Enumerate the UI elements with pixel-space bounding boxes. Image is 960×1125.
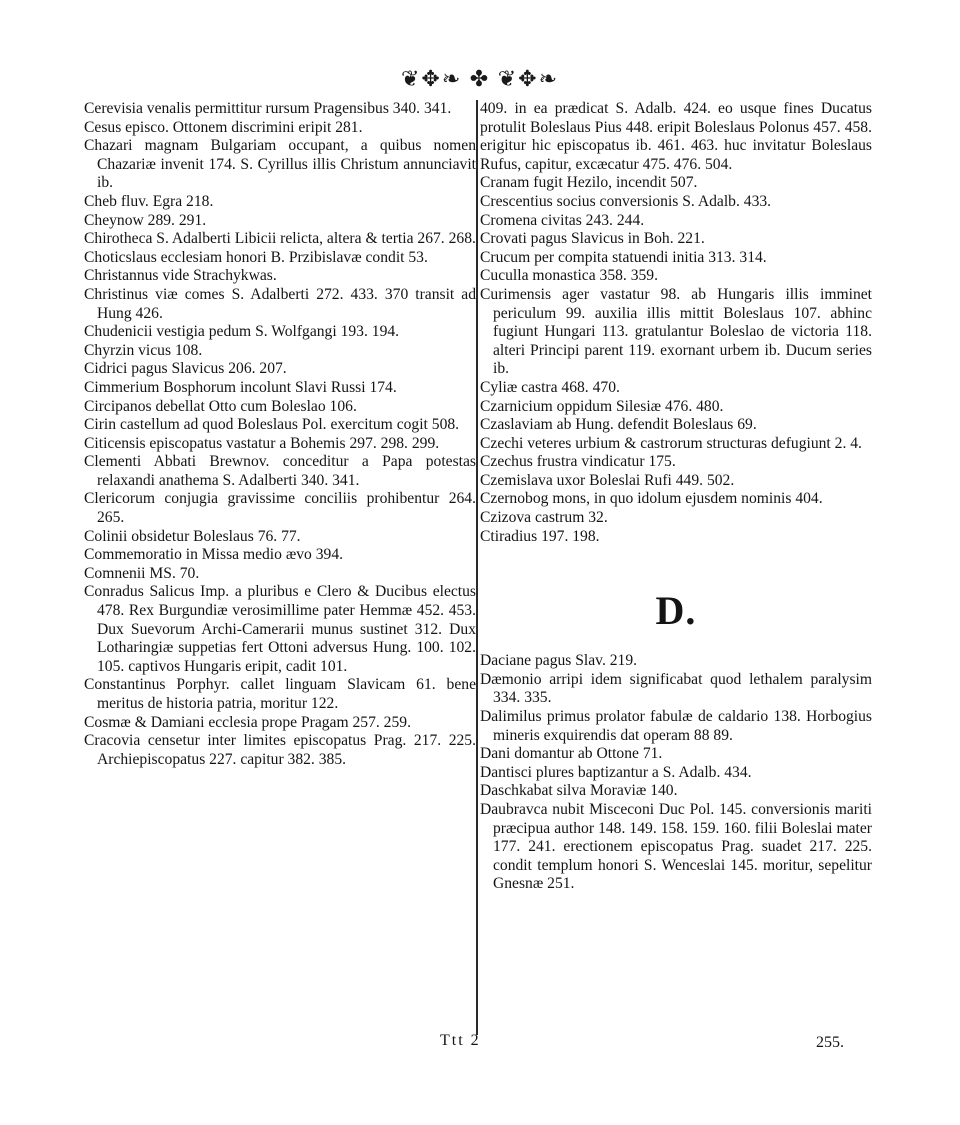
index-entry: Citicensis episcopatus vastatur a Bohemis 297. 298. 299.: [84, 434, 440, 452]
index-entry: Cuculla monastica 358. 359.: [480, 267, 658, 285]
index-entry: Czemislava uxor Boleslai Rufi 449. 502.: [480, 471, 735, 489]
signature-mark: Ttt 2: [440, 1032, 481, 1049]
index-entry: Daschkabat silva Moraviæ 140.: [480, 782, 678, 800]
index-entry: Czernobog mons, in quo idolum ejusdem nominis 404.: [480, 490, 823, 508]
left-column: [84, 100, 476, 769]
index-entry: Czizova castrum 32.: [480, 509, 608, 527]
index-entry: Colinii obsidetur Boleslaus 76. 77.: [84, 527, 301, 545]
index-entry: Crucum per compita statuendi initia 313. 314.: [480, 248, 767, 266]
index-entry: Cracovia censetur inter limites episcopatus Prag. 217. 225. Archiepiscopatus 227. capitur 382. 385.: [84, 732, 476, 768]
section-letter-heading: D.: [655, 588, 697, 634]
index-entry: Chyrzin vicus 108.: [84, 341, 203, 359]
index-entry: Dalimilus primus prolator fabulæ de caldario 138. Horbogius mineris exquirendis dat operam 88 89.: [480, 708, 872, 744]
column-divider: [476, 100, 478, 1035]
index-entry: Chudenicii vestigia pedum S. Wolfgangi 193. 194.: [84, 323, 400, 341]
index-entry: Christannus vide Strachykwas.: [84, 267, 277, 285]
index-entry: Czarnicium oppidum Silesiæ 476. 480.: [480, 397, 724, 415]
index-entry: Ctiradius 197. 198.: [480, 527, 600, 545]
index-entry: Clericorum conjugia gravissime conciliis prohibentur 264. 265.: [84, 490, 476, 527]
index-entry: Crovati pagus Slavicus in Boh. 221.: [480, 230, 705, 248]
index-entry: Daubravca nubit Misceconi Duc Pol. 145. conversionis mariti præcipua author 148. 149. 158. 159. 160. filii Boleslai mater 177. 241. erectionem episcopatus Prag. suadet 217. 225. condit templum honori S. Wenceslai 145. moritur, sepelitur Gnesnæ 251.: [480, 801, 872, 893]
index-entry: Choticslaus ecclesiam honori B. Przibislavæ condit 53.: [84, 248, 428, 266]
index-entry: Commemoratio in Missa medio ævo 394.: [84, 546, 344, 564]
index-entry: Cheb fluv. Egra 218.: [84, 192, 214, 210]
index-entry: Cromena civitas 243. 244.: [480, 211, 645, 229]
index-entry: Clementi Abbati Brewnov. conceditur a Papa potestas relaxandi anathema S. Adalberti 340. 341.: [84, 453, 476, 489]
index-entry: Dæmonio arripi idem significabat quod lethalem paralysim 334. 335.: [480, 670, 872, 707]
index-entry: Cirin castellum ad quod Boleslaus Pol. exercitum cogit 508.: [84, 416, 460, 434]
index-entry: Conradus Salicus Imp. a pluribus e Clero & Ducibus electus 478. Rex Burgundiæ verosimillime pater Hemmæ 452. 453. Dux Suevorum Archi-Camerarii munus sustinet 312. Dux Lotharingiæ suppetias fert Ottoni adversus Hung. 100. 102. 105. captivos Hungaris eripit, cadit 101.: [84, 583, 476, 675]
right-column: [480, 100, 872, 894]
index-entry: Cyliæ castra 468. 470.: [480, 378, 620, 396]
index-entry-continuation: 409. in ea prædicat S. Adalb. 424. eo usque fines Ducatus protulit Boleslaus Pius 448. eripit Boleslaus Polonus 457. 458. erigitur hic episcopatus ib. 461. 463. huc invitatur Boleslaus Rufus, capitur, excæcatur 475. 476. 504.: [480, 100, 872, 173]
index-entry: Constantinus Porphyr. callet linguam Slavicam 61. bene meritus de historia patria, moritur 122.: [84, 676, 476, 712]
index-entry: Cranam fugit Hezilo, incendit 507.: [480, 174, 698, 192]
index-entry: Crescentius socius conversionis S. Adalb. 433.: [480, 192, 772, 210]
index-entry: Cimmerium Bosphorum incolunt Slavi Russi 174.: [84, 378, 397, 396]
index-entry: Dani domantur ab Ottone 71.: [480, 745, 663, 763]
index-entry: Chazari magnam Bulgariam occupant, a quibus nomen Chazariæ invenit 174. S. Cyrillus illis Christum annunciavit ib.: [84, 137, 476, 192]
index-entry: Comnenii MS. 70.: [84, 564, 200, 582]
index-entry: Christinus viæ comes S. Adalberti 272. 433. 370 transit ad Hung 426.: [84, 285, 476, 322]
index-entry: Cosmæ & Damiani ecclesia prope Pragam 257. 259.: [84, 713, 411, 731]
index-entry: Czaslaviam ab Hung. defendit Boleslaus 69.: [480, 416, 757, 434]
index-entry: Dantisci plures baptizantur a S. Adalb. 434.: [480, 763, 752, 781]
index-entry: Cidrici pagus Slavicus 206. 207.: [84, 360, 287, 378]
index-entry: Circipanos debellat Otto cum Boleslao 106.: [84, 397, 357, 415]
index-entry: Cesus episco. Ottonem discrimini eripit 281.: [84, 118, 363, 136]
index-entry: Daciane pagus Slav. 219.: [480, 652, 638, 670]
index-entry: Czechi veteres urbium & castrorum structuras defugiunt 2. 4.: [480, 434, 862, 452]
index-entry: Czechus frustra vindicatur 175.: [480, 453, 676, 471]
index-entry: Chirotheca S. Adalberti Libicii relicta, altera & tertia 267. 268.: [84, 230, 476, 248]
header-ornament: ❦✥❧ ✤ ❦✥❧: [400, 66, 560, 91]
page-number: 255.: [816, 1034, 844, 1051]
index-entry: Cerevisia venalis permittitur rursum Pragensibus 340. 341.: [84, 100, 452, 117]
index-entry: Cheynow 289. 291.: [84, 211, 207, 229]
index-entry: Curimensis ager vastatur 98. ab Hungaris illis imminet periculum 99. auxilia illis mittit Boleslaus 107. abhinc fugiunt Hungari 113. gratulantur Boleslao de victoria 118. alteri Principi parent 119. exornant urbem ib. Ducum series ib.: [480, 285, 872, 378]
